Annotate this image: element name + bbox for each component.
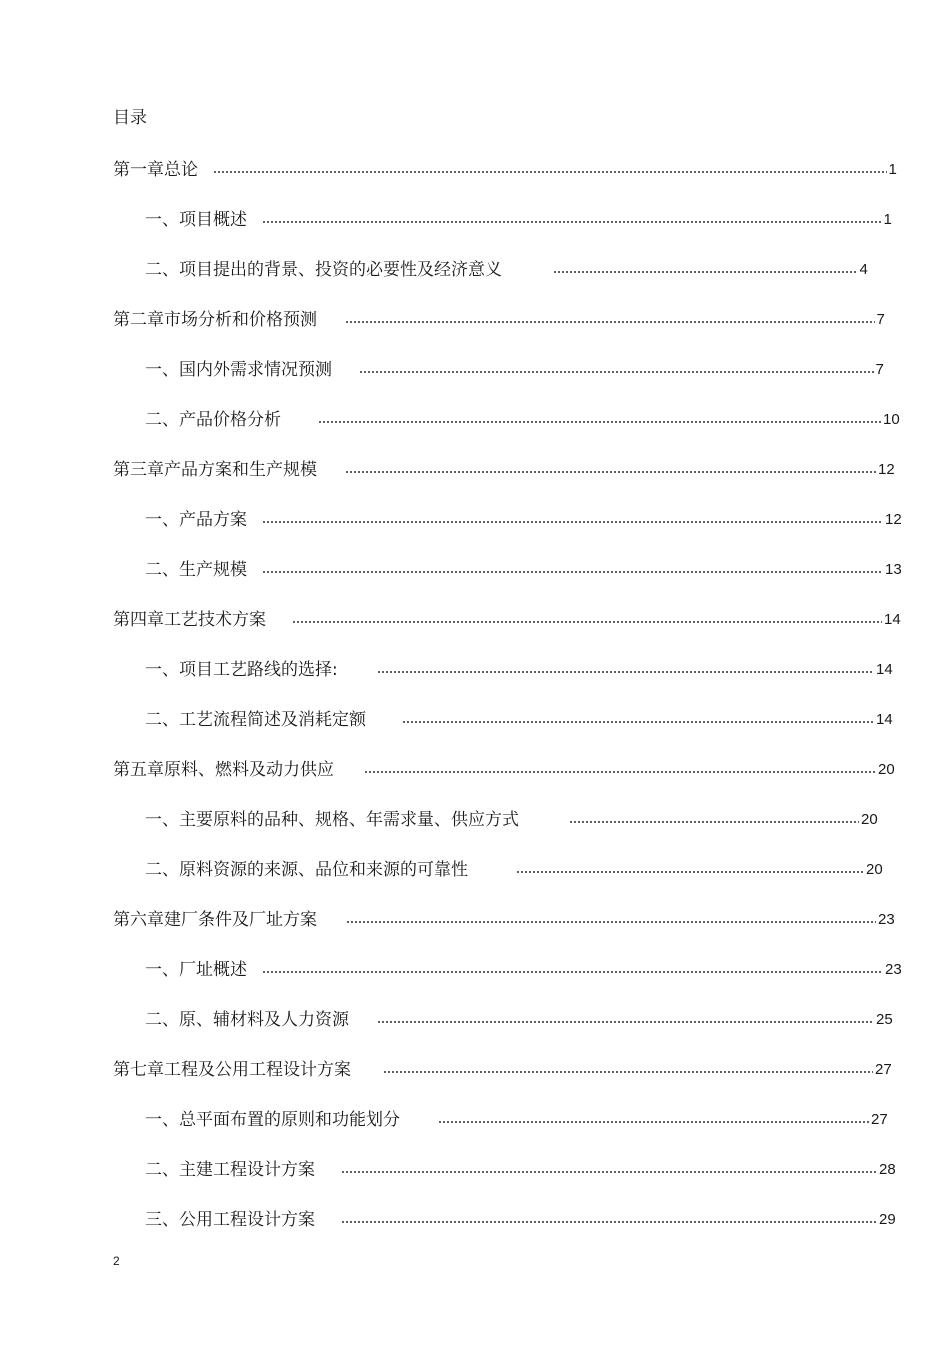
dot-leader bbox=[262, 567, 883, 576]
toc-entry-page-number: 1 bbox=[883, 211, 892, 228]
toc-entry-label: 一、国内外需求情况预测 bbox=[145, 360, 332, 380]
toc-entry-label: 二、产品价格分析 bbox=[145, 410, 281, 430]
toc-entry-label: 第一章总论 bbox=[113, 160, 198, 180]
toc-entry[interactable] bbox=[0, 208, 950, 258]
toc-entry-page-number: 28 bbox=[879, 1161, 896, 1178]
toc-title: 目录 bbox=[113, 108, 147, 128]
toc-entry-page-number: 12 bbox=[885, 511, 902, 528]
toc-entry-label: 二、原、辅材料及人力资源 bbox=[145, 1010, 349, 1030]
toc-entry[interactable] bbox=[0, 608, 950, 658]
dot-leader bbox=[262, 217, 882, 226]
toc-list bbox=[0, 158, 950, 1258]
toc-entry-page-number: 20 bbox=[866, 861, 883, 878]
toc-entry-page-number: 13 bbox=[885, 561, 902, 578]
toc-entry-page-number: 1 bbox=[888, 161, 897, 178]
toc-entry-page-number: 7 bbox=[876, 311, 885, 328]
toc-entry[interactable] bbox=[0, 1108, 950, 1158]
toc-entry[interactable] bbox=[0, 258, 950, 308]
page-number: 2 bbox=[113, 1254, 120, 1268]
toc-entry-page-number: 25 bbox=[876, 1011, 893, 1028]
toc-entry[interactable] bbox=[0, 458, 950, 508]
toc-entry[interactable] bbox=[0, 358, 950, 408]
toc-entry-label: 第五章原料、燃料及动力供应 bbox=[113, 760, 334, 780]
toc-entry-label: 一、主要原料的品种、规格、年需求量、供应方式 bbox=[145, 810, 519, 830]
toc-entry-page-number: 23 bbox=[878, 911, 895, 928]
toc-entry-label: 二、工艺流程简述及消耗定额 bbox=[145, 710, 366, 730]
toc-entry[interactable] bbox=[0, 308, 950, 358]
toc-entry[interactable] bbox=[0, 558, 950, 608]
toc-entry-page-number: 14 bbox=[884, 611, 901, 628]
toc-entry-page-number: 20 bbox=[878, 761, 895, 778]
toc-entry-label: 一、总平面布置的原则和功能划分 bbox=[145, 1110, 400, 1130]
toc-entry-label: 一、产品方案 bbox=[145, 510, 247, 530]
dot-leader bbox=[377, 667, 874, 676]
toc-entry-label: 一、厂址概述 bbox=[145, 960, 247, 980]
toc-entry[interactable] bbox=[0, 158, 950, 208]
toc-entry-page-number: 4 bbox=[859, 261, 868, 278]
toc-entry-label: 二、项目提出的背景、投资的必要性及经济意义 bbox=[145, 260, 502, 280]
dot-leader bbox=[516, 867, 864, 876]
dot-leader bbox=[346, 917, 876, 926]
toc-entry-page-number: 12 bbox=[878, 461, 895, 478]
toc-entry-page-number: 27 bbox=[875, 1061, 892, 1078]
toc-entry-label: 二、主建工程设计方案 bbox=[145, 1160, 315, 1180]
dot-leader bbox=[438, 1117, 869, 1126]
toc-entry[interactable] bbox=[0, 808, 950, 858]
toc-entry[interactable] bbox=[0, 758, 950, 808]
toc-entry[interactable] bbox=[0, 708, 950, 758]
toc-entry-page-number: 14 bbox=[876, 711, 893, 728]
toc-entry-page-number: 27 bbox=[871, 1111, 888, 1128]
dot-leader bbox=[359, 367, 874, 376]
toc-entry-label: 一、项目工艺路线的选择: bbox=[145, 660, 338, 680]
toc-entry[interactable] bbox=[0, 1058, 950, 1108]
toc-entry-label: 第四章工艺技术方案 bbox=[113, 610, 266, 630]
dot-leader bbox=[213, 167, 887, 176]
toc-entry[interactable] bbox=[0, 958, 950, 1008]
dot-leader bbox=[345, 317, 875, 326]
dot-leader bbox=[262, 967, 883, 976]
toc-entry[interactable] bbox=[0, 658, 950, 708]
dot-leader bbox=[377, 1017, 874, 1026]
toc-entry[interactable] bbox=[0, 858, 950, 908]
toc-entry[interactable] bbox=[0, 1008, 950, 1058]
dot-leader bbox=[341, 1167, 877, 1176]
toc-entry-page-number: 23 bbox=[885, 961, 902, 978]
toc-entry-page-number: 20 bbox=[861, 811, 878, 828]
dot-leader bbox=[383, 1067, 873, 1076]
toc-entry[interactable] bbox=[0, 908, 950, 958]
toc-entry[interactable] bbox=[0, 408, 950, 458]
toc-entry-label: 三、公用工程设计方案 bbox=[145, 1210, 315, 1230]
toc-entry-label: 第七章工程及公用工程设计方案 bbox=[113, 1060, 351, 1080]
dot-leader bbox=[318, 417, 881, 426]
toc-entry[interactable] bbox=[0, 508, 950, 558]
toc-entry-page-number: 7 bbox=[875, 361, 884, 378]
dot-leader bbox=[402, 717, 874, 726]
toc-entry[interactable] bbox=[0, 1208, 950, 1258]
toc-entry-label: 二、原料资源的来源、品位和来源的可靠性 bbox=[145, 860, 468, 880]
dot-leader bbox=[553, 267, 858, 276]
dot-leader bbox=[364, 767, 876, 776]
toc-entry-label: 第三章产品方案和生产规模 bbox=[113, 460, 317, 480]
toc-entry-label: 第六章建厂条件及厂址方案 bbox=[113, 910, 317, 930]
dot-leader bbox=[292, 617, 882, 626]
toc-entry-label: 一、项目概述 bbox=[145, 210, 247, 230]
dot-leader bbox=[262, 517, 883, 526]
toc-entry-label: 二、生产规模 bbox=[145, 560, 247, 580]
dot-leader bbox=[345, 467, 876, 476]
toc-entry-page-number: 29 bbox=[879, 1211, 896, 1228]
toc-entry[interactable] bbox=[0, 1158, 950, 1208]
toc-entry-page-number: 10 bbox=[883, 411, 900, 428]
toc-entry-page-number: 14 bbox=[876, 661, 893, 678]
dot-leader bbox=[569, 817, 859, 826]
dot-leader bbox=[341, 1217, 877, 1226]
toc-entry-label: 第二章市场分析和价格预测 bbox=[113, 310, 317, 330]
